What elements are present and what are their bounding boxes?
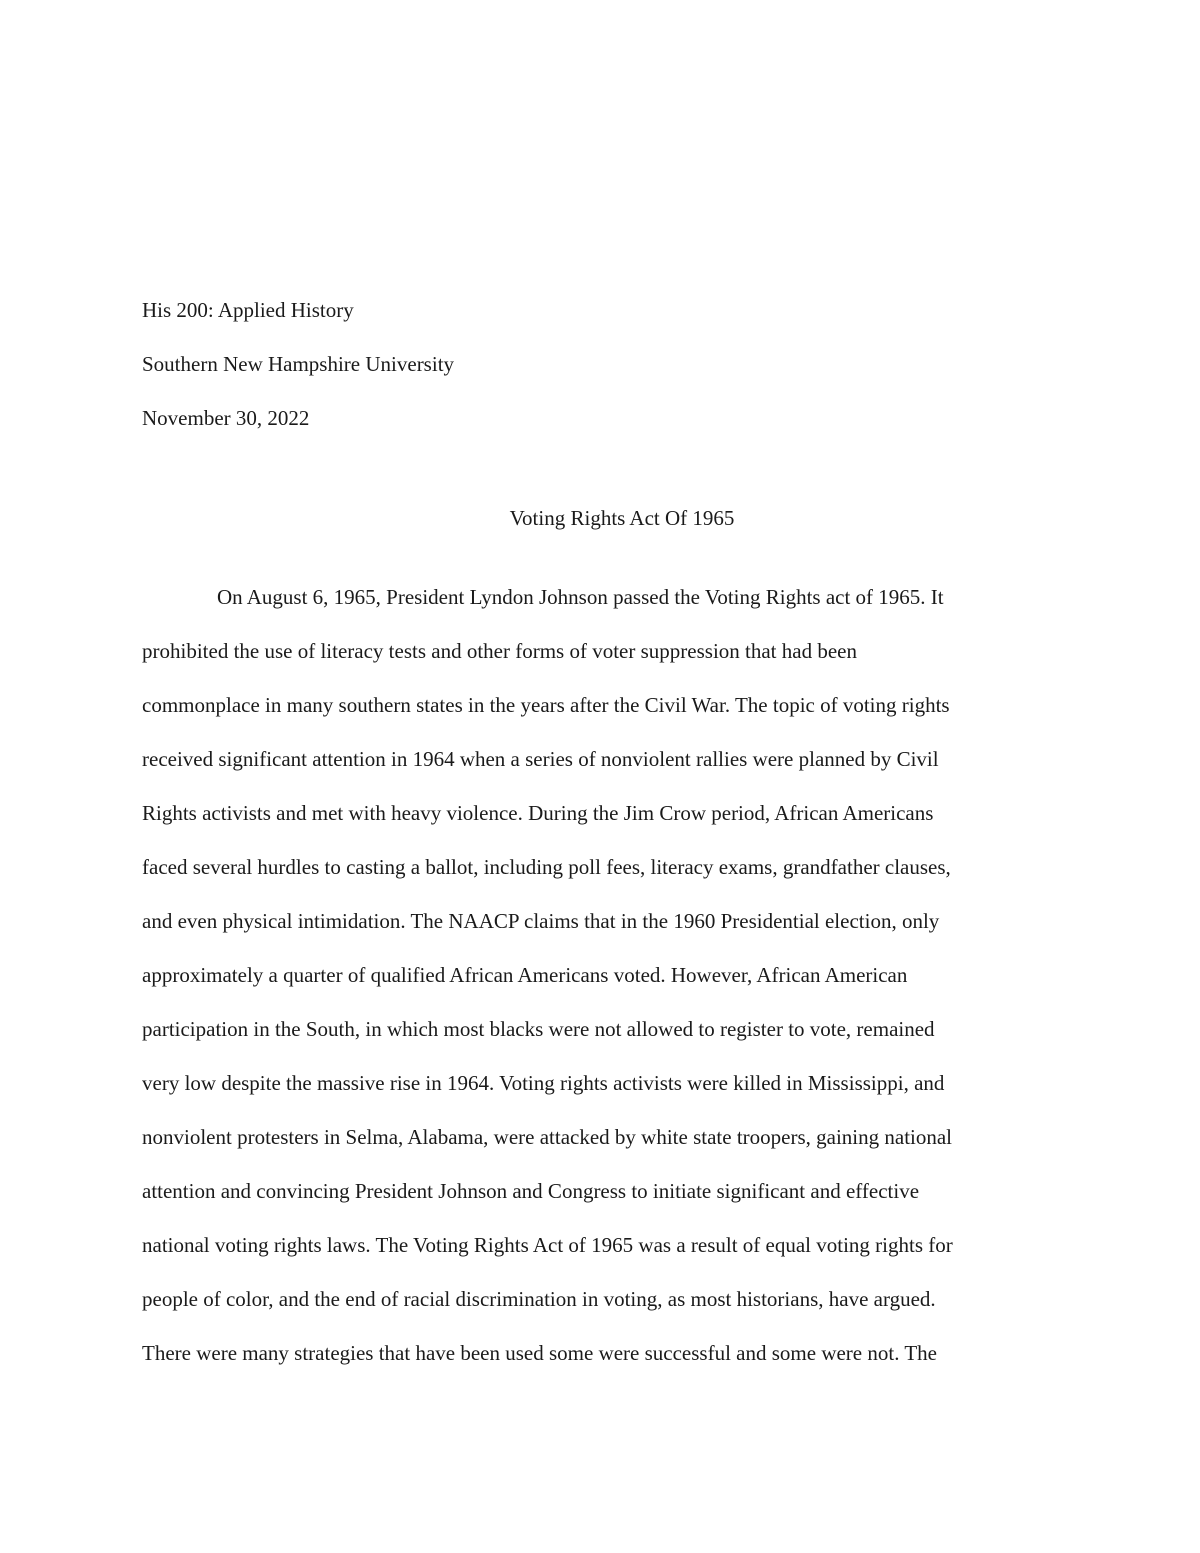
body-line: attention and convincing President Johnson and Congress to initiate significant and effective	[142, 1179, 920, 1203]
body-line: and even physical intimidation. The NAACP claims that in the 1960 Presidential election, only	[142, 909, 940, 933]
date-line: November 30, 2022	[142, 406, 310, 430]
body-line: received significant attention in 1964 when a series of nonviolent rallies were planned by Civil	[142, 747, 939, 771]
body-line: There were many strategies that have been used some were successful and some were not. The	[142, 1341, 937, 1365]
document-title: Voting Rights Act Of 1965	[509, 506, 735, 530]
body-line: Rights activists and met with heavy violence. During the Jim Crow period, African Americans	[142, 801, 934, 825]
body-line: On August 6, 1965, President Lyndon Johnson passed the Voting Rights act of 1965. It	[217, 585, 944, 609]
body-line: national voting rights laws. The Voting Rights Act of 1965 was a result of equal voting rights for	[142, 1233, 953, 1257]
body-line: faced several hurdles to casting a ballot, including poll fees, literacy exams, grandfather clauses,	[142, 855, 951, 879]
institution-line: Southern New Hampshire University	[142, 352, 455, 376]
body-paragraph	[142, 579, 1072, 1389]
body-line: very low despite the massive rise in 1964. Voting rights activists were killed in Mississippi, and	[142, 1071, 945, 1095]
header-block	[142, 283, 1042, 445]
body-line: approximately a quarter of qualified African Americans voted. However, African American	[142, 963, 908, 987]
body-line: participation in the South, in which most blacks were not allowed to register to vote, remained	[142, 1017, 935, 1041]
course-line: His 200: Applied History	[142, 298, 354, 322]
body-line: nonviolent protesters in Selma, Alabama, were attacked by white state troopers, gaining national	[142, 1125, 953, 1149]
body-line: commonplace in many southern states in the years after the Civil War. The topic of voting rights	[142, 693, 950, 717]
body-line: people of color, and the end of racial discrimination in voting, as most historians, have argued.	[142, 1287, 936, 1311]
body-line: prohibited the use of literacy tests and other forms of voter suppression that had been	[142, 639, 857, 663]
